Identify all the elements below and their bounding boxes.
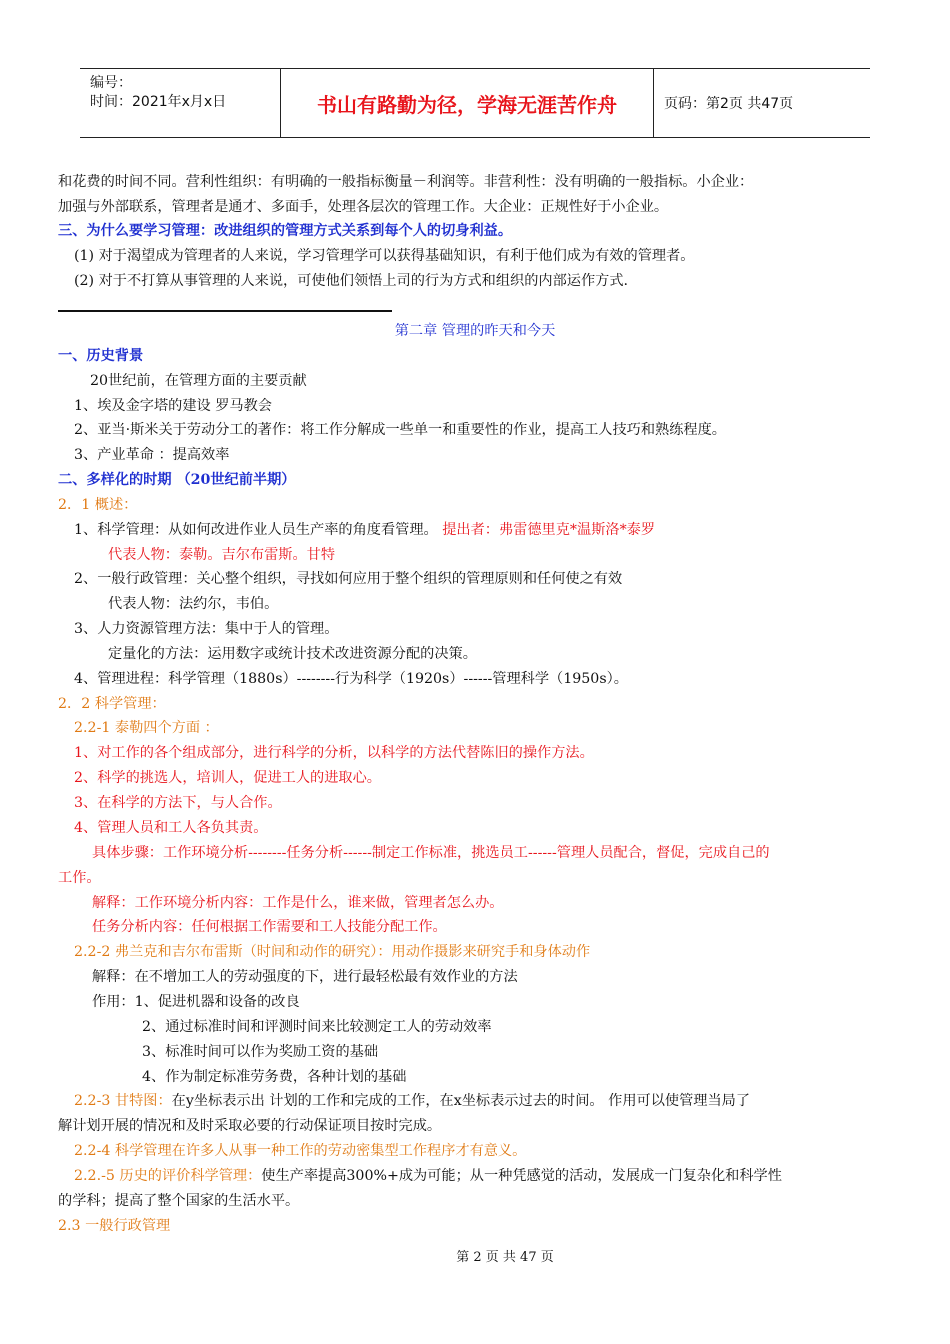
text-segment: 工作。 <box>58 870 101 886</box>
text-segment: 2．1 概述： <box>58 497 138 513</box>
text-line <box>58 346 143 366</box>
text-segment: (1) 对于渴望成为管理者的人来说，学习管理学可以获得基础知识，有利于他们成为有效的管理者。 <box>74 248 695 264</box>
text-segment: 1、对工作的各个组成部分，进行科学的分析，以科学的方法代替陈旧的操作方法。 <box>74 745 594 761</box>
text-line <box>58 470 296 490</box>
text-line <box>142 1067 406 1087</box>
text-line <box>74 271 628 291</box>
text-segment: 2、亚当·斯米关于劳动分工的著作：将工作分解成一些单一和重要性的作业，提高工人技巧和熟练程度。 <box>74 422 726 438</box>
text-line <box>92 843 770 863</box>
text-line <box>74 768 381 788</box>
text-segment: 一、历史背景 <box>58 348 144 364</box>
page-footer: 第 2 页 共 47 页 <box>456 1250 554 1265</box>
text-segment: 1、埃及金字塔的建设 罗马教会 <box>74 398 272 414</box>
text-segment: 1、科学管理：从如何改进作业人员生产率的角度看管理。 <box>74 522 438 538</box>
text-segment: 定量化的方法：运用数字或统计技术改进资源分配的决策。 <box>108 646 477 662</box>
text-line <box>74 718 219 738</box>
text-line <box>74 818 267 838</box>
text-line <box>74 1091 750 1111</box>
text-line <box>58 694 166 714</box>
text-line <box>74 396 272 416</box>
text-segment: 2.2-1 泰勒四个方面 ： <box>74 720 219 736</box>
text-segment: 解释：工作环境分析内容：工作是什么，谁来做，管理者怎么办。 <box>92 895 504 911</box>
text-line <box>74 743 594 763</box>
text-line <box>58 1216 170 1236</box>
time-label: 时间：2021年x月x日 <box>90 94 227 110</box>
text-line <box>74 942 590 962</box>
text-segment: 20世纪前，在管理方面的主要贡献 <box>90 373 307 389</box>
text-line <box>92 967 518 987</box>
text-line <box>58 221 512 241</box>
text-line <box>108 644 477 664</box>
text-line <box>58 495 137 515</box>
text-line <box>108 594 278 614</box>
text-segment: 2、一般行政管理：关心整个组织，寻找如何应用于整个组织的管理原则和任何使之有效 <box>74 571 623 587</box>
text-line <box>58 172 753 192</box>
text-segment: 代表人物：法约尔，韦伯。 <box>108 596 279 612</box>
text-segment: 二、多样化的时期 （20世纪前半期） <box>58 472 296 488</box>
text-segment: 4、管理进程：科学管理（1880s）--------行为科学（1920s）------管理科学（1950s）。 <box>74 671 628 687</box>
text-line <box>74 669 628 689</box>
text-segment: 三、为什么要学习管理：改进组织的管理方式关系到每个人的切身利益。 <box>58 223 513 239</box>
text-segment: 2.2-3 甘特图： <box>74 1093 172 1109</box>
text-line <box>142 1042 378 1062</box>
text-line <box>74 246 695 266</box>
text-line <box>74 1141 526 1161</box>
text-segment: 和花费的时间不同。营利性组织：有明确的一般指标衡量－利润等。非营利性：没有明确的一般指标。小企业： <box>58 174 754 190</box>
section-divider <box>58 310 392 312</box>
text-line <box>108 545 335 565</box>
text-line <box>0 321 950 341</box>
text-line <box>58 1116 441 1136</box>
text-line <box>58 1191 299 1211</box>
text-segment: 第二章 管理的昨天和今天 <box>394 323 556 339</box>
page-header <box>80 68 870 138</box>
text-segment: 2.2-2 弗兰克和吉尔布雷斯（时间和动作的研究）：用动作摄影来研究手和身体动作 <box>74 944 591 960</box>
text-segment: 4、管理人员和工人各负其责。 <box>74 820 268 836</box>
text-segment: 在y坐标表示出 计划的工作和完成的工作，在x坐标表示过去的时间。 作用可以使管理当局了 <box>171 1093 751 1109</box>
text-segment: 提出者：弗雷德里克*温斯洛*泰罗 <box>437 522 656 538</box>
text-segment: 解计划开展的情况和及时采取必要的行动保证项目按时完成。 <box>58 1118 442 1134</box>
text-segment: 3、标准时间可以作为奖励工资的基础 <box>142 1044 379 1060</box>
text-segment: 2.2.-5 历史的评价科学管理： <box>74 1168 262 1184</box>
text-line <box>74 619 338 639</box>
text-segment: 2、通过标准时间和评测时间来比较测定工人的劳动效率 <box>142 1019 492 1035</box>
text-line <box>74 420 726 440</box>
header-motto: 书山有路勤为径，学海无涯苦作舟 <box>281 69 654 137</box>
text-segment: 2.3 一般行政管理 <box>58 1218 171 1234</box>
text-segment: 3、在科学的方法下，与人合作。 <box>74 795 282 811</box>
text-line <box>58 197 668 217</box>
text-segment: 4、作为制定标准劳务费，各种计划的基础 <box>142 1069 407 1085</box>
header-page-label: 页码：第2页 共47页 <box>664 96 794 112</box>
text-line <box>92 893 503 913</box>
text-line <box>58 868 101 888</box>
text-segment: 2、科学的挑选人，培训人，促进工人的进取心。 <box>74 770 381 786</box>
code-label: 编号： <box>90 75 132 91</box>
text-segment: 3、产业革命 ：提高效率 <box>74 447 230 463</box>
text-segment: 使生产率提高300%+成为可能；从一种凭感觉的活动，发展成一门复杂化和科学性 <box>261 1168 782 1184</box>
text-segment: 任务分析内容：任何根据工作需要和工人技能分配工作。 <box>92 919 447 935</box>
text-segment: 的学科；提高了整个国家的生活水平。 <box>58 1193 300 1209</box>
text-line <box>74 1166 782 1186</box>
text-line <box>142 1017 492 1037</box>
text-segment: 3、人力资源管理方法：集中于人的管理。 <box>74 621 339 637</box>
text-segment: 解释：在不增加工人的劳动强度的下，进行最轻松最有效作业的方法 <box>92 969 518 985</box>
text-line <box>74 569 622 589</box>
header-meta-cell <box>80 69 281 137</box>
text-segment: 作用：1、促进机器和设备的改良 <box>92 994 300 1010</box>
text-line <box>74 793 282 813</box>
text-segment: 具体步骤：工作环境分析--------任务分析------制定工作标准，挑选员工------管理人员配合，督促，完成自己的 <box>92 845 770 861</box>
text-segment: 2.2-4 科学管理在许多人从事一种工作的劳动密集型工作程序才有意义。 <box>74 1143 527 1159</box>
text-line <box>92 992 300 1012</box>
text-segment: 代表人物：泰勒。吉尔布雷斯。甘特 <box>108 547 336 563</box>
text-segment: (2) 对于不打算从事管理的人来说，可使他们领悟上司的行为方式和组织的内部运作方式. <box>74 273 629 289</box>
text-segment: 2．2 科学管理： <box>58 696 166 712</box>
text-line <box>74 445 229 465</box>
text-line <box>92 917 447 937</box>
text-line <box>74 520 655 540</box>
text-line <box>90 371 307 391</box>
text-segment: 加强与外部联系，管理者是通才、多面手，处理各层次的管理工作。大企业：正规性好于小企业。 <box>58 199 669 215</box>
